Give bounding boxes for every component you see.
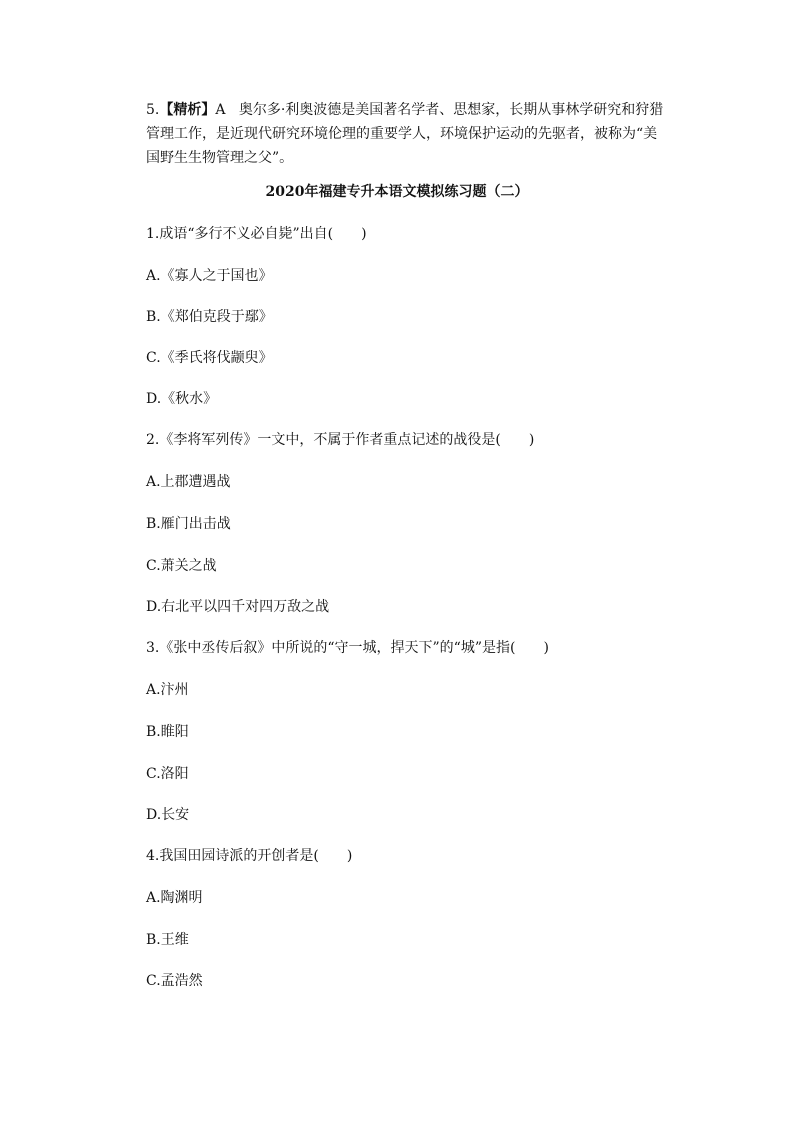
exam-title: 2020年福建专升本语文模拟练习题（二） [265, 184, 529, 200]
question-option: D.长安 [146, 807, 190, 823]
question-option: A.陶渊明 [146, 890, 203, 906]
question-option: B.王维 [146, 932, 189, 948]
question-option: A.上郡遭遇战 [146, 474, 231, 490]
analysis-number: 5. [146, 102, 160, 118]
question-option: D.右北平以四千对四万敌之战 [146, 599, 330, 615]
analysis-answer: A [215, 102, 226, 118]
question-stem: 4.我国田园诗派的开创者是( ) [146, 848, 353, 864]
analysis-text: 奥尔多·利奥波德是美国著名学者、思想家，长期从事林学研究和狩猎管理工作，是近现代研究环境伦理的重要学人，环境保护运动的先驱者，被称为“美国野生生物管理之父”。 [146, 102, 664, 166]
question-option: C.洛阳 [146, 766, 189, 782]
question-stem: 2.《李将军列传》一文中，不属于作者重点记述的战役是( ) [146, 432, 535, 448]
question-stem: 1.成语“多行不义必自毙”出自( ) [146, 226, 367, 242]
question-option: B.睢阳 [146, 724, 189, 740]
question-option: B.雁门出击战 [146, 516, 231, 532]
question-option: A.汴州 [146, 682, 189, 698]
analysis-tag: 【精析】 [159, 102, 216, 118]
question-option: C.萧关之战 [146, 558, 217, 574]
question-option: B.《郑伯克段于鄢》 [146, 309, 273, 325]
question-option: D.《秋水》 [146, 391, 218, 407]
question-option: C.孟浩然 [146, 973, 203, 989]
answer-analysis-paragraph [146, 98, 666, 170]
question-stem: 3.《张中丞传后叙》中所说的“守一城，捍天下”的“城”是指( ) [146, 640, 549, 656]
question-option: A.《寡人之于国也》 [146, 268, 273, 284]
question-option: C.《季氏将伐颛臾》 [146, 350, 273, 366]
